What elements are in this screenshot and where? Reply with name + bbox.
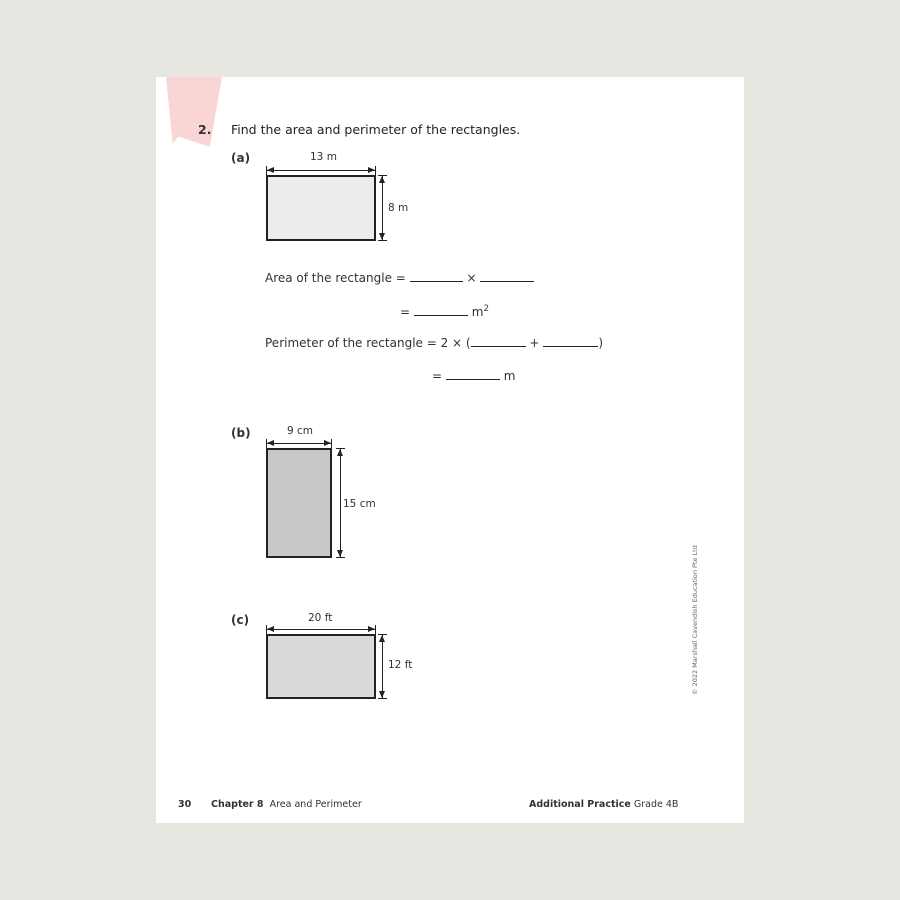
- area-width-blank[interactable]: [480, 280, 534, 282]
- area-prefix: Area of the rectangle =: [265, 271, 406, 285]
- perimeter-line: [265, 336, 603, 350]
- area-result-blank[interactable]: [414, 314, 468, 316]
- part-b-width-label: 9 cm: [287, 425, 314, 437]
- question-prompt: Find the area and perimeter of the rectangles.: [231, 122, 521, 137]
- part-a-label: (a): [231, 151, 251, 165]
- rectangle-c: [266, 634, 376, 699]
- worksheet-page: [156, 77, 744, 823]
- perimeter-unit: m: [503, 369, 516, 383]
- perimeter-result-line: [432, 369, 515, 383]
- part-a-width-dimension: [266, 170, 376, 171]
- part-a-height-label: 8 m: [388, 202, 409, 214]
- perimeter-prefix: Perimeter of the rectangle = 2 × (: [265, 336, 471, 350]
- area-unit-exponent: 2: [483, 304, 490, 314]
- rectangle-b: [266, 448, 332, 558]
- book-title: Additional Practice: [529, 799, 631, 810]
- part-b-width-dimension: [266, 443, 332, 444]
- chapter-info: [211, 799, 362, 810]
- rectangle-a: [266, 175, 376, 241]
- part-c-width-dimension: [266, 629, 376, 630]
- part-b-label: (b): [231, 426, 251, 440]
- area-line: [265, 271, 534, 285]
- plus-sign: +: [529, 336, 540, 350]
- grade-label: Grade 4B: [633, 799, 679, 810]
- equals-sign: =: [432, 369, 443, 383]
- chapter-title: Area and Perimeter: [269, 799, 362, 810]
- perimeter-width-blank[interactable]: [543, 345, 598, 347]
- question-number: 2.: [198, 122, 212, 137]
- part-c-height-dimension: [382, 634, 383, 699]
- part-b-height-label: 15 cm: [343, 498, 376, 510]
- part-c-width-label: 20 ft: [308, 612, 333, 624]
- equals-sign: =: [400, 305, 411, 319]
- close-paren: ): [598, 336, 603, 350]
- tape-decoration: [166, 77, 222, 147]
- copyright-notice: © 2022 Marshall Cavendish Education Pte Ltd: [691, 545, 699, 695]
- page-number: 30: [178, 799, 192, 810]
- part-a-width-label: 13 m: [310, 151, 337, 163]
- book-info: [529, 799, 678, 810]
- part-a-height-dimension: [382, 175, 383, 241]
- area-length-blank[interactable]: [410, 280, 463, 282]
- area-result-line: [400, 304, 489, 319]
- part-c-label: (c): [231, 613, 250, 627]
- perimeter-result-blank[interactable]: [446, 378, 500, 380]
- perimeter-length-blank[interactable]: [471, 345, 526, 347]
- part-c-height-label: 12 ft: [388, 659, 413, 671]
- area-unit: m: [471, 305, 484, 319]
- times-sign: ×: [466, 271, 477, 285]
- chapter-number: Chapter 8: [211, 799, 264, 810]
- part-b-height-dimension: [340, 448, 341, 558]
